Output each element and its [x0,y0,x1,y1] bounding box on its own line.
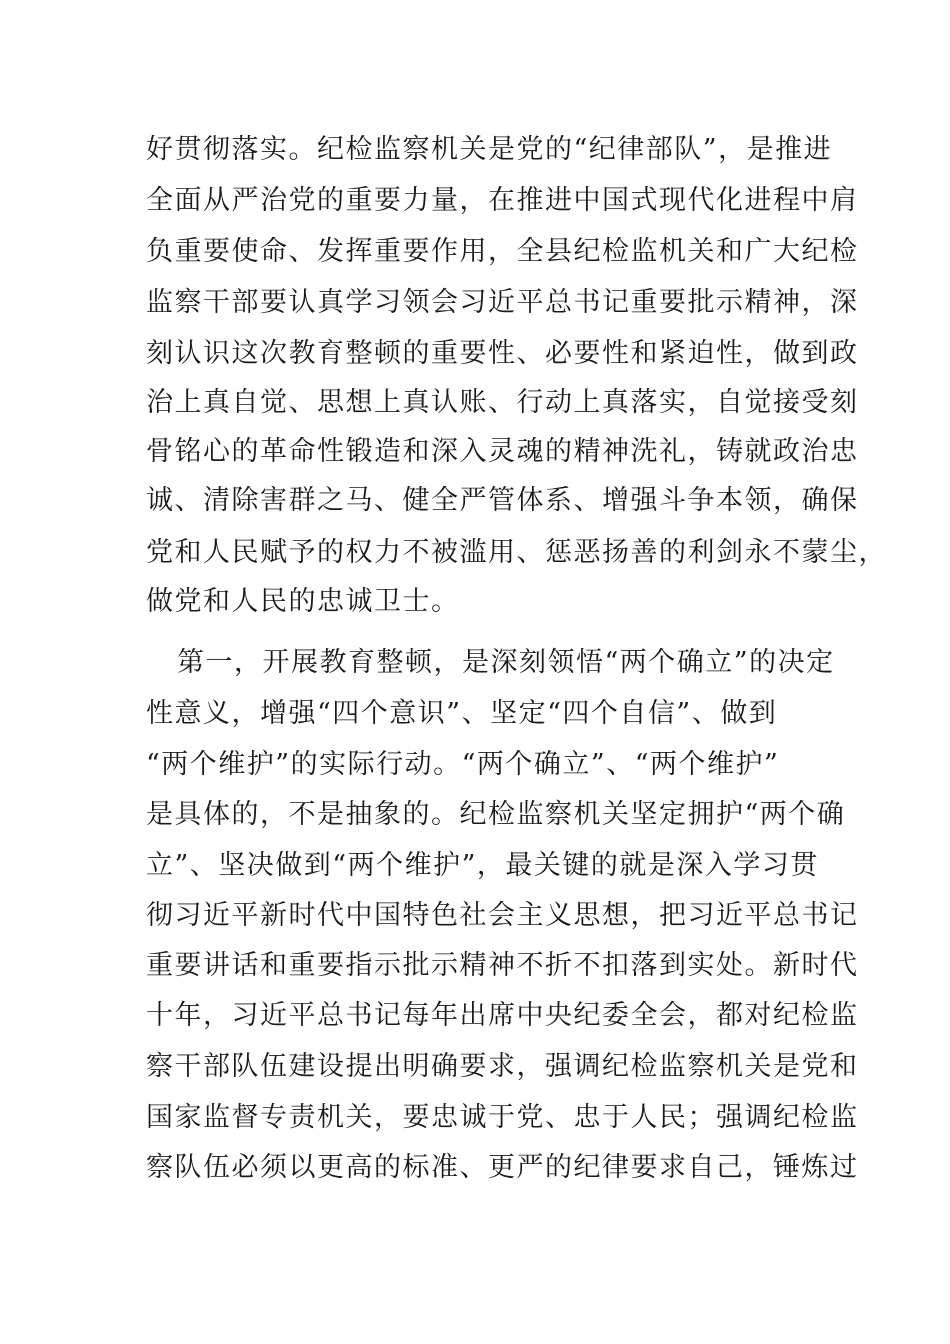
paragraph-1-line-3: 负重要使命、发挥重要作用，全县纪检监机关和广大纪检 [146,236,859,267]
paragraph-1-line-2: 全面从严治党的重要力量，在推进中国式现代化进程中肩 [146,185,859,216]
paragraph-2-line-8: 十年，习近平总书记每年出席中央纪委全会，都对纪检监 [146,1000,859,1031]
paragraph-1-line-1: 好贯彻落实。纪检监察机关是党的“纪律部队”，是推进 [146,134,833,165]
paragraph-2-line-7: 重要讲话和重要指示批示精神不折不扣落到实处。新时代 [146,950,859,981]
paragraph-1-line-6: 治上真自觉、思想上真认账、行动上真落实，自觉接受刻 [146,387,859,418]
paragraph-2-line-4: 是具体的，不是抽象的。纪检监察机关坚定拥护“两个确 [146,799,846,830]
paragraph-1-line-8: 诚、清除害群之马、健全严管体系、增强斗争本领，确保 [146,485,859,516]
paragraph-2-line-6: 彻习近平新时代中国特色社会主义思想，把习近平总书记 [146,900,859,931]
paragraph-2-line-3: “两个维护”的实际行动。“两个确立”、“两个维护” [146,749,780,780]
paragraph-2-line-5: 立”、坚决做到“两个维护”，最关键的就是深入学习贯 [146,850,819,881]
paragraph-1-line-7: 骨铭心的革命性锻造和深入灵魂的精神洗礼，铸就政治忠 [146,436,859,467]
paragraph-1-line-9: 党和人民赋予的权力不被滥用、惩恶扬善的利剑永不蒙尘， [146,537,887,568]
paragraph-1-line-10: 做党和人民的忠诚卫士。 [146,586,460,617]
paragraph-1-line-4: 监察干部要认真学习领会习近平总书记重要批示精神，深 [146,287,859,318]
paragraph-1-line-5: 刻认识这次教育整顿的重要性、必要性和紧迫性，做到政 [146,338,859,369]
paragraph-2-line-10: 国家监督专责机关，要忠诚于党、忠于人民；强调纪检监 [146,1102,859,1133]
paragraph-2-line-11: 察队伍必须以更高的标准、更严的纪律要求自己，锤炼过 [146,1152,859,1183]
paragraph-2-line-2: 性意义，增强“四个意识”、坚定“四个自信”、做到 [146,698,778,729]
paragraph-2-line-9: 察干部队伍建设提出明确要求，强调纪检监察机关是党和 [146,1051,859,1082]
paragraph-2-line-1: 第一，开展教育整顿，是深刻领悟“两个确立”的决定 [177,647,835,678]
